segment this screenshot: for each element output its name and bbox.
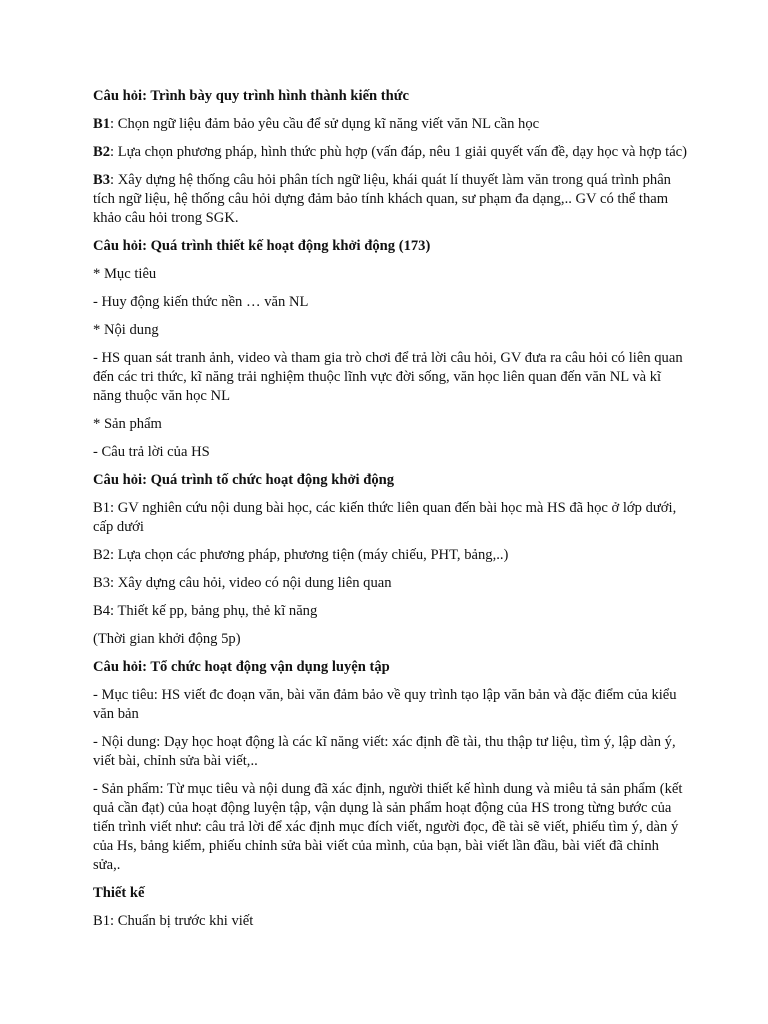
paragraph: B1: GV nghiên cứu nội dung bài học, các kiến thức liên quan đến bài học mà HS đã học ở lớp dưới, cấp dưới: [93, 500, 677, 535]
paragraph: B4: Thiết kế pp, bảng phụ, thẻ kĩ năng: [93, 603, 318, 619]
paragraph: - Nội dung: Dạy học hoạt động là các kĩ năng viết: xác định đề tài, thu thập tư liệu, tìm ý, lập dàn ý, viết bài, chỉnh sửa bài viết,..: [93, 734, 676, 769]
heading-warmup-design: Câu hỏi: Quá trình thiết kế hoạt động khởi động (173): [93, 238, 431, 254]
heading-practice-activity: Câu hỏi: Tổ chức hoạt động vận dụng luyện tập: [93, 659, 390, 675]
paragraph: B2: Lựa chọn các phương pháp, phương tiện (máy chiếu, PHT, bảng,..): [93, 547, 509, 563]
heading-knowledge-process: Câu hỏi: Trình bày quy trình hình thành kiến thức: [93, 88, 410, 104]
step-label: B3: [93, 172, 111, 188]
step-label: B2: [93, 144, 111, 160]
paragraph: B1: Chuẩn bị trước khi viết: [93, 913, 254, 929]
paragraph: * Mục tiêu: [93, 266, 157, 282]
step-text: : Chọn ngữ liệu đảm bảo yêu cầu để sử dụng kĩ năng viết văn NL cần học: [110, 116, 540, 132]
paragraph: * Sản phẩm: [93, 416, 162, 432]
paragraph: B3: Xây dựng câu hỏi, video có nội dung liên quan: [93, 575, 392, 591]
step-b2-paragraph: [93, 143, 688, 162]
paragraph: - HS quan sát tranh ảnh, video và tham gia trò chơi để trả lời câu hỏi, GV đưa ra câu hỏi có liên quan đến các tri thức, kĩ năng trải nghiệm thuộc lĩnh vực đời sống, văn học liên quan đến văn NL và kĩ năng thuộc văn học NL: [93, 350, 683, 404]
step-b1-paragraph: [93, 115, 688, 134]
heading-warmup-organize: Câu hỏi: Quá trình tố chức hoạt động khởi động: [93, 472, 395, 488]
step-label: B1: [93, 116, 111, 132]
step-b3-paragraph: [93, 171, 688, 228]
paragraph: - Mục tiêu: HS viết đc đoạn văn, bài văn đảm bảo về quy trình tạo lập văn bản và đặc điểm của kiểu văn bản: [93, 687, 677, 722]
step-text: : Xây dựng hệ thống câu hỏi phân tích ngữ liệu, khái quát lí thuyết làm văn trong quá trình phân tích ngữ liệu, hệ thống câu hỏi dựng đảm bảo tính khách quan, sư phạm đa dạng,.. GV có thể tham khảo câu hỏi trong SGK.: [93, 172, 671, 226]
paragraph: * Nội dung: [93, 322, 159, 338]
paragraph: - Câu trả lời của HS: [93, 444, 210, 460]
heading-design: Thiết kế: [93, 885, 145, 901]
paragraph: - Huy động kiến thức nền … văn NL: [93, 294, 309, 310]
step-text: : Lựa chọn phương pháp, hình thức phù hợp (vấn đáp, nêu 1 giải quyết vấn đề, dạy học và hợp tác): [110, 144, 688, 160]
paragraph: - Sản phẩm: Từ mục tiêu và nội dung đã xác định, người thiết kế hình dung và miêu tả sản phẩm (kết quả cần đạt) của hoạt động luyện tập, vận dụng là sản phẩm hoạt động của HS trong từng bước của tiến trình viết như: câu trả lời để xác định mục đích viết, người đọc, đề tài sẽ viết, phiếu tìm ý, dàn ý của Hs, bảng kiểm, phiếu chỉnh sửa bài viết của mình, của bạn, bài viết lần đầu, bài viết đã chỉnh sửa,.: [93, 781, 683, 873]
paragraph: (Thời gian khởi động 5p): [93, 631, 241, 647]
